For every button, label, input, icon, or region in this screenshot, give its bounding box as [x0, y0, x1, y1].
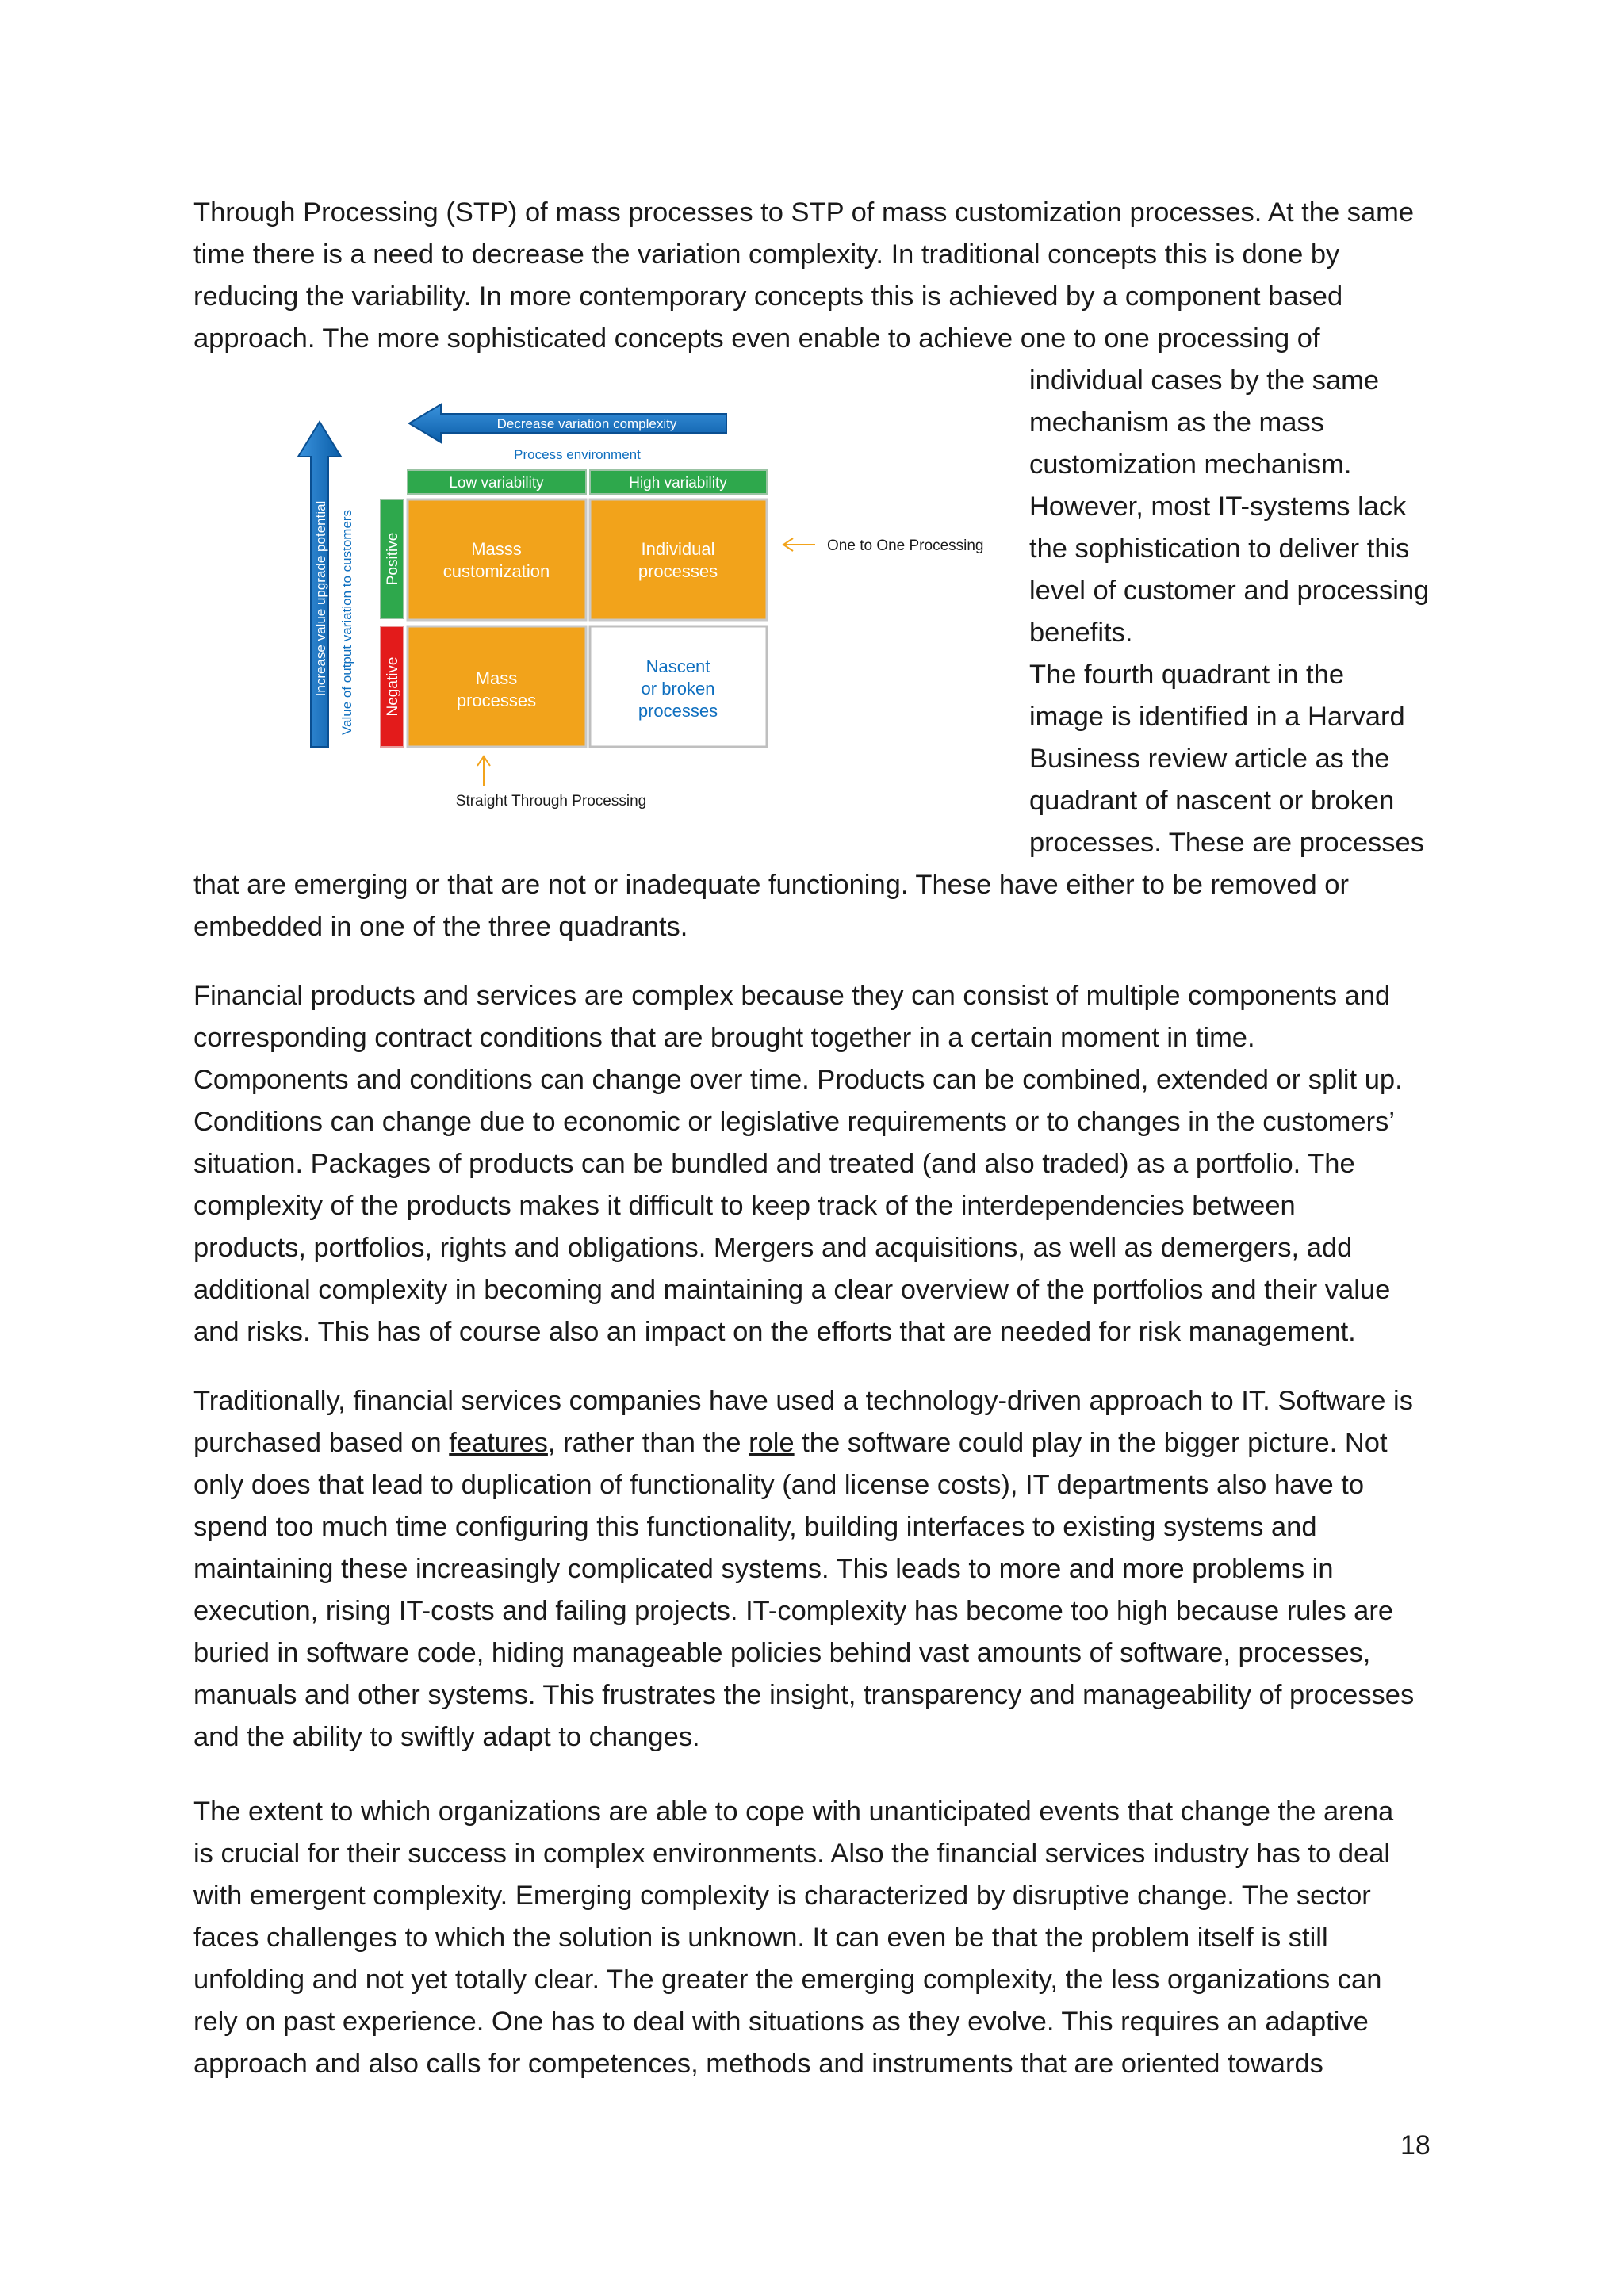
text-line: level of customer and processing [1029, 576, 1430, 606]
low-variability-label: Low variability [449, 475, 544, 492]
high-variability-label: High variability [629, 475, 727, 492]
up-arrow-icon [477, 756, 490, 786]
text-line: However, most IT-systems lack [1029, 492, 1407, 522]
top-arrow-label: Decrease variation complexity [496, 416, 677, 431]
one-to-one-label: One to One Processing [827, 538, 984, 554]
text-line: additional complexity in becoming and maintaining a clear overview of the portfolios and their value [193, 1275, 1391, 1305]
text-line: manuals and other systems. This frustrates the insight, transparency and manageability of processes [193, 1680, 1415, 1710]
process-matrix-svg [285, 381, 1015, 825]
text-line: the sophistication to deliver this [1029, 534, 1410, 564]
text-line: products, portfolios, rights and obligations. Mergers and acquisitions, as well as demergers, add [193, 1233, 1353, 1263]
quadrant-label: processes [638, 561, 718, 581]
y-axis-label: Value of output variation to customers [339, 509, 354, 736]
process-matrix-diagram [285, 381, 1015, 825]
quadrant-label: Individual [641, 539, 715, 559]
text-line: approach and also calls for competences, methods and instruments that are oriented towards [193, 2049, 1323, 2079]
left-arrow-icon [783, 538, 815, 551]
text-line: processes. These are processes [1029, 828, 1424, 858]
text-line: The fourth quadrant in the [1029, 660, 1345, 690]
text-line: mechanism as the mass [1029, 408, 1324, 438]
y-arrow-label: Increase value upgrade potential [313, 500, 328, 697]
page-number: 18 [1400, 2130, 1431, 2160]
role-link[interactable]: role [749, 1428, 795, 1458]
text-line: reducing the variability. In more contemporary concepts this is achieved by a component based [193, 281, 1343, 312]
features-link[interactable]: features [449, 1428, 548, 1458]
text-line: complexity of the products makes it difficult to keep track of the interdependencies between [193, 1191, 1296, 1221]
text-line: Traditionally, financial services companies have used a technology-driven approach to IT. Software is [193, 1386, 1413, 1416]
text-line: rely on past experience. One has to deal with situations as they evolve. This requires an adaptive [193, 2007, 1369, 2037]
text-line: faces challenges to which the solution is unknown. It can even be that the problem itself is still [193, 1923, 1328, 1953]
quadrant-label: customization [442, 561, 550, 581]
text-line: quadrant of nascent or broken [1029, 786, 1395, 816]
text-line: and the ability to swiftly adapt to changes. [193, 1722, 700, 1752]
quadrant-label: or broken [641, 679, 715, 698]
text-line: execution, rising IT-costs and failing projects. IT-complexity has become too high because rules are [193, 1596, 1394, 1626]
text-run: purchased based on [193, 1428, 450, 1458]
negative-label: Negative [385, 656, 401, 717]
text-line: corresponding contract conditions that are brought together in a certain moment in time. [193, 1023, 1255, 1053]
quadrant-label: processes [638, 701, 718, 721]
text-line: image is identified in a Harvard [1029, 702, 1405, 732]
text-line: time there is a need to decrease the variation complexity. In traditional concepts this is done by [193, 239, 1340, 270]
quadrant-mass-customization [408, 499, 586, 620]
process-environment-label: Process environment [514, 447, 641, 462]
straight-through-label: Straight Through Processing [455, 793, 647, 809]
quadrant-label: Masss [471, 539, 522, 559]
text-line: The extent to which organizations are able to cope with unanticipated events that change the arena [193, 1797, 1394, 1827]
quadrant-label: Nascent [645, 656, 710, 676]
text-line: situation. Packages of products can be bundled and treated (and also traded) as a portfolio. The [193, 1149, 1355, 1179]
text-line: Conditions can change due to economic or legislative requirements or to changes in the customers’ [193, 1107, 1396, 1137]
text-line: Financial products and services are complex because they can consist of multiple components and [193, 981, 1391, 1011]
quadrant-individual-processes [590, 499, 767, 620]
text-line [193, 1427, 1388, 1459]
positive-label: Positive [385, 532, 401, 586]
text-line: individual cases by the same [1029, 365, 1380, 396]
text-line: embedded in one of the three quadrants. [193, 912, 688, 942]
text-line: only does that lead to duplication of functionality (and license costs), IT departments also have to [193, 1470, 1365, 1500]
text-line: with emergent complexity. Emerging complexity is characterized by disruptive change. The sector [193, 1881, 1371, 1911]
text-line: Business review article as the [1029, 744, 1390, 774]
text-line: is crucial for their success in complex environments. Also the financial services industry has to deal [193, 1839, 1391, 1869]
text-line: maintaining these increasingly complicated systems. This leads to more and more problems in [193, 1554, 1334, 1584]
text-line: Components and conditions can change over time. Products can be combined, extended or split up. [193, 1065, 1403, 1095]
text-line: buried in software code, hiding manageable policies behind vast amounts of software, processes, [193, 1638, 1371, 1668]
text-line: unfolding and not yet totally clear. The greater the emerging complexity, the less organizations can [193, 1965, 1382, 1995]
text-run: , rather than the [547, 1428, 749, 1458]
text-line: spend too much time configuring this functionality, building interfaces to existing systems and [193, 1512, 1317, 1542]
quadrant-label: Mass [475, 668, 518, 688]
text-line: approach. The more sophisticated concepts even enable to achieve one to one processing of [193, 323, 1320, 354]
quadrant-label: processes [456, 691, 537, 710]
text-line: Through Processing (STP) of mass processes to STP of mass customization processes. At the same [193, 197, 1415, 228]
text-line: and risks. This has of course also an impact on the efforts that are needed for risk management. [193, 1317, 1356, 1347]
text-line: benefits. [1029, 618, 1133, 648]
text-line: customization mechanism. [1029, 450, 1352, 480]
text-line: that are emerging or that are not or inadequate functioning. These have either to be removed or [193, 870, 1349, 900]
text-run: the software could play in the bigger picture. Not [794, 1428, 1388, 1458]
